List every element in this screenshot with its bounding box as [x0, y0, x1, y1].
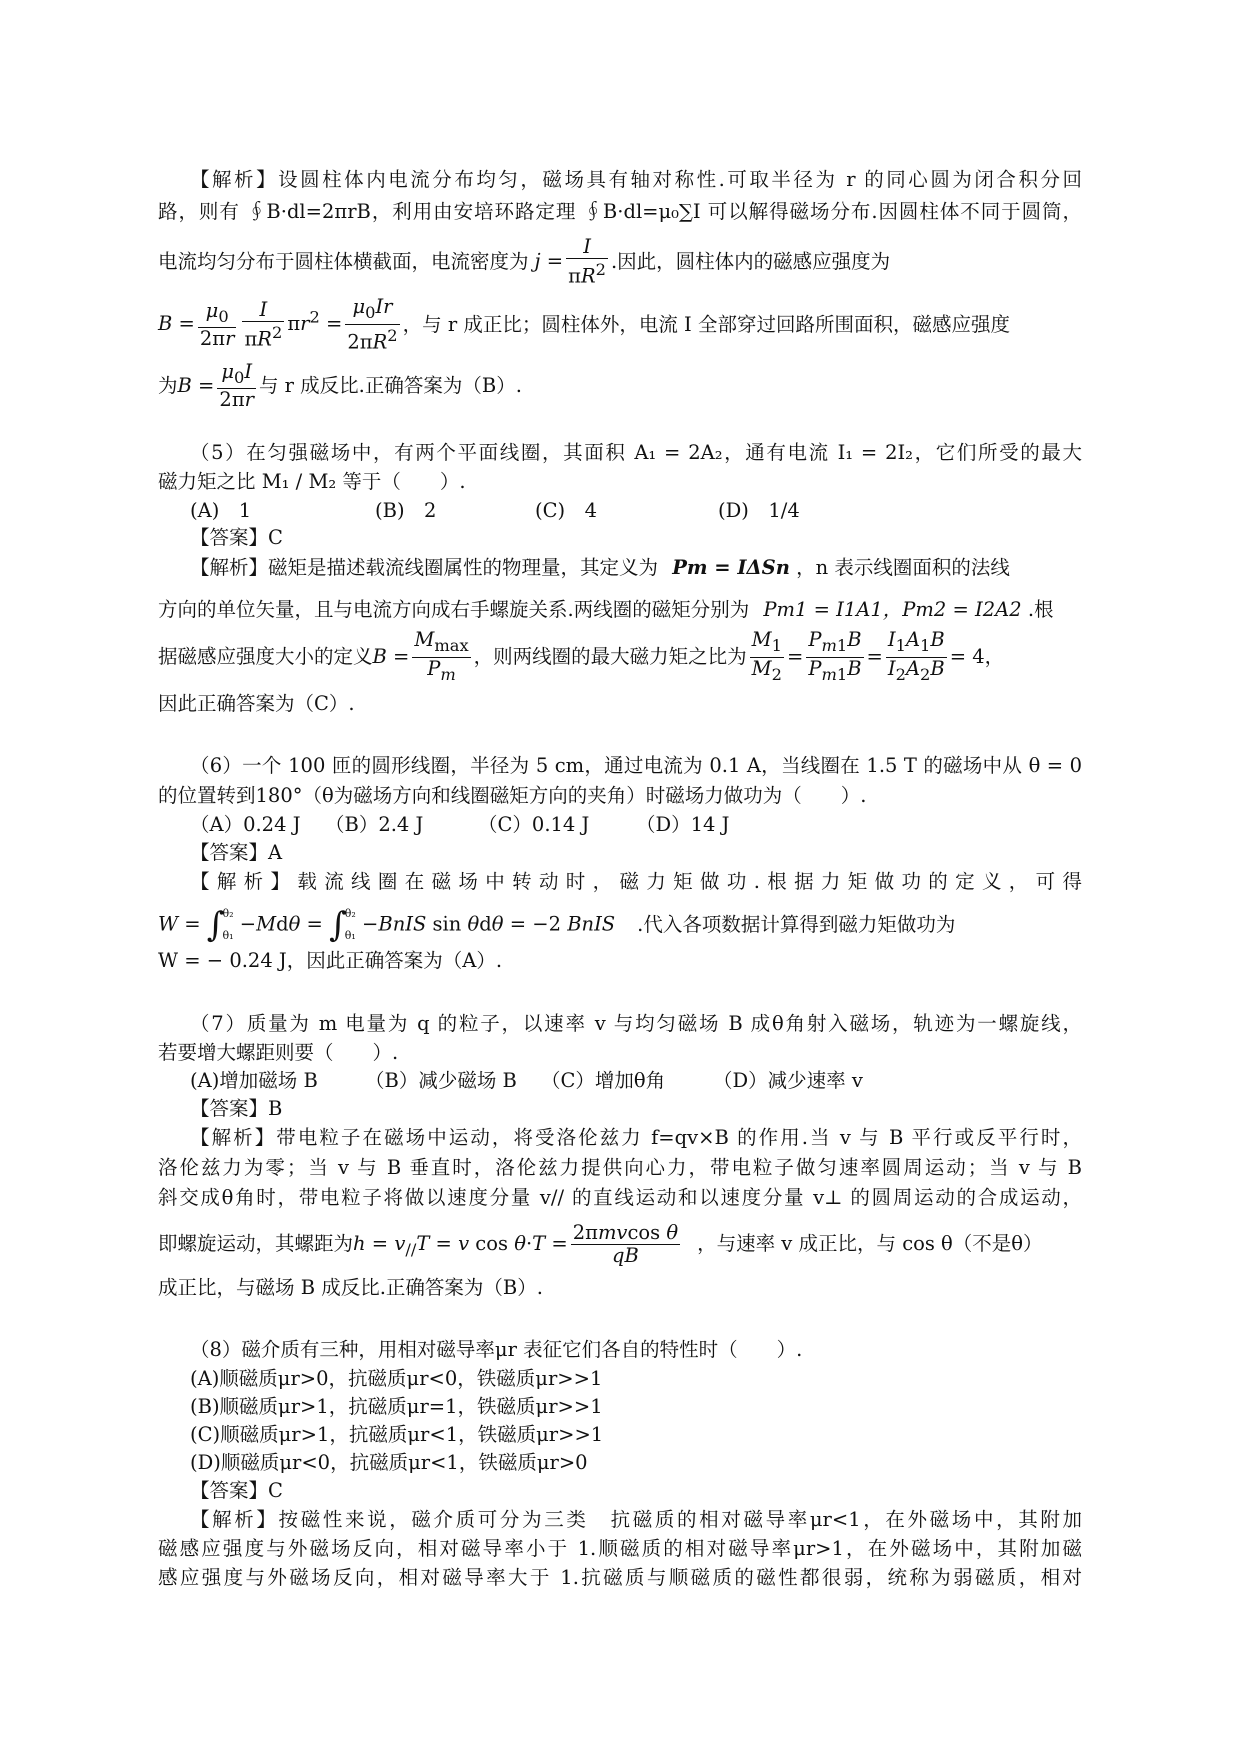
- q4-analysis-line-2: 路，则有 ∮B·dl=2πrB，利用由安培环路定理 ∮B·dl=μ₀∑I 可以解得磁场分布.因圆柱体不同于圆筒，: [158, 200, 1082, 223]
- q7-options: [190, 1069, 863, 1093]
- q5-a2-text-a: 方向的单位矢量，且与电流方向成右手螺旋关系.两线圈的磁矩分别为: [158, 598, 750, 621]
- q5-option-d[interactable]: (D) 1/4: [718, 499, 800, 522]
- q4-line3-text-a: 电流均匀分布于圆柱体横截面，电流密度为: [158, 250, 529, 273]
- q5-options: [190, 499, 800, 523]
- q8-analysis-line-2: 磁感应强度与外磁场反向，相对磁导率小于 1.顺磁质的相对磁导率μr>1，在外磁场中，其附加磁: [158, 1537, 1082, 1560]
- q4-analysis-line-3: [158, 230, 890, 294]
- torque-ratio-formula: $\frac{M_1}{M_2}$ = $\frac{P_{m1}B}{P_{m1}B}$ = $\frac{I_1A_1B}{I_2A_2B}$: [751, 627, 945, 684]
- q6-stem-line-1: （6）一个 100 匝的圆形线圈，半径为 5 cm，通过电流为 0.1 A，当线圈在 1.5 T 的磁场中从 θ = 0: [190, 754, 1082, 777]
- q6-stem-line-2: 的位置转到180°（θ为磁场方向和线圈磁矩方向的夹角）时磁场力做功为（ ）.: [158, 784, 867, 807]
- q7-a4-text-a: 即螺旋运动，其螺距为: [158, 1232, 354, 1255]
- q7-option-d[interactable]: （D）减少速率 v: [713, 1069, 863, 1092]
- helix-pitch-formula: $h = v_{//}T = v$ cos θ·T = $\frac{\text{2πmvcos θ}}{qB}$: [353, 1220, 679, 1267]
- q6-answer: 【答案】A: [190, 841, 283, 864]
- q7-a4-text-b: ，与速率 v 成正比，与 cos θ（不是θ）: [697, 1232, 1043, 1255]
- q7-option-c[interactable]: （C）增加θ角: [541, 1069, 666, 1092]
- q7-option-a[interactable]: (A)增加磁场 B: [190, 1069, 318, 1092]
- q5-option-b[interactable]: (B) 2: [375, 499, 437, 522]
- q7-analysis-line-1: 【解析】带电粒子在磁场中运动，将受洛伦兹力 f=qv×B 的作用.当 v 与 B 平行或反平行时，: [190, 1126, 1082, 1149]
- q5-a3-text-a: 据磁感应强度大小的定义: [158, 645, 373, 668]
- q8-answer: 【答案】C: [190, 1479, 283, 1502]
- q6-analysis-line-3: W = − 0.24 J，因此正确答案为（A）.: [158, 949, 503, 972]
- q6-option-a[interactable]: （A）0.24 J: [190, 813, 301, 836]
- q5-analysis-line-1: [190, 556, 1010, 580]
- two-coil-moments-formula: Pm1 = I1A1，Pm2 = I2A2: [763, 598, 1022, 621]
- q6-options: [190, 813, 729, 837]
- q8-option-b[interactable]: (B)顺磁质μr>1，抗磁质μr=1，铁磁质μr>>1: [190, 1395, 603, 1418]
- field-definition-formula: B = $\frac{M_{max}}{P_m}$: [372, 627, 469, 684]
- q5-a1-text-c: ，n 表示线圈面积的法线: [796, 556, 1010, 579]
- inner-field-formula: B = $\frac{\mu_0}{2\pi r}$ $\frac{I}{\pi R^2}$ $\pi r^2$ = $\frac{\mu_0Ir}{2\pi R^2}$: [158, 295, 398, 354]
- q5-stem-line-1: （5）在匀强磁场中，有两个平面线圈，其面积 A₁ = 2A₂，通有电流 I₁ = 2I₂，它们所受的最大: [190, 441, 1082, 464]
- q5-option-c[interactable]: (C) 4: [535, 499, 598, 522]
- q6-analysis-line-1: 【解析】载流线圈在磁场中转动时，磁力矩做功.根据力矩做功的定义，可得: [190, 870, 1082, 893]
- outer-field-formula: B = $\frac{\mu_0I}{2\pi r}$: [177, 359, 254, 412]
- q6-a2-text: .代入各项数据计算得到磁力矩做功为: [637, 913, 956, 936]
- q8-analysis-line-3: 感应强度与外磁场反向，相对磁导率大于 1.抗磁质与顺磁质的磁性都很弱，统称为弱磁质，相对: [158, 1566, 1082, 1589]
- q5-a1-text-a: 【解析】磁矩是描述载流线圈属性的物理量，其定义为: [190, 556, 659, 579]
- q5-answer: 【答案】C: [190, 526, 283, 549]
- q7-analysis-line-5: 成正比，与磁场 B 成反比.正确答案为（B）.: [158, 1276, 543, 1299]
- q8-option-a[interactable]: (A)顺磁质μr>0，抗磁质μr<0，铁磁质μr>>1: [190, 1367, 603, 1390]
- q7-analysis-line-2: 洛伦兹力为零；当 v 与 B 垂直时，洛伦兹力提供向心力，带电粒子做匀速率圆周运动；当 v 与 B: [158, 1156, 1082, 1179]
- q4-analysis-line-1: 【解析】设圆柱体内电流分布均匀，磁场具有轴对称性.可取半径为 r 的同心圆为闭合积分回: [190, 168, 1082, 191]
- q7-analysis-line-3: 斜交成θ角时，带电粒子将做以速度分量 v// 的直线运动和以速度分量 v⊥ 的圆周运动的合成运动，: [158, 1186, 1082, 1209]
- q8-option-c[interactable]: (C)顺磁质μr>1，抗磁质μr<1，铁磁质μr>>1: [190, 1423, 604, 1446]
- q4-analysis-line-5: [158, 354, 522, 418]
- q7-stem-line-2: 若要增大螺距则要（ ）.: [158, 1041, 399, 1064]
- q4-line4-text: ，与 r 成正比；圆柱体外，电流 I 全部穿过回路所围面积，磁感应强度: [402, 313, 1010, 336]
- q4-line5-text-a: 为: [158, 374, 178, 397]
- q5-analysis-line-4: 因此正确答案为（C）.: [158, 692, 355, 715]
- q6-analysis-line-2: [158, 900, 955, 950]
- q7-analysis-line-4: [158, 1212, 1043, 1276]
- q6-option-b[interactable]: （B）2.4 J: [325, 813, 424, 836]
- q8-stem: （8）磁介质有三种，用相对磁导率μr 表征它们各自的特性时（ ）.: [190, 1338, 803, 1361]
- current-density-formula: j = $\frac{I}{\pi R^2}$: [534, 235, 606, 288]
- q7-stem-line-1: （7）质量为 m 电量为 q 的粒子，以速率 v 与均匀磁场 B 成θ角射入磁场，轨迹为一螺旋线，: [190, 1012, 1082, 1035]
- q5-analysis-line-3: [158, 622, 1004, 692]
- work-integral-formula: W = ∫θ₂ θ₁ −Mdθ = ∫θ₂ θ₁ −BnIS sin θdθ = −2 BnIS: [158, 905, 616, 945]
- q6-option-d[interactable]: （D）14 J: [636, 813, 730, 836]
- q4-analysis-line-4: [158, 292, 1010, 358]
- q6-option-c[interactable]: （C）0.14 J: [478, 813, 590, 836]
- q4-line5-text-b: 与 r 成反比.正确答案为（B）.: [258, 374, 522, 397]
- q5-stem-line-2: 磁力矩之比 M₁ / M₂ 等于（ ）.: [158, 470, 466, 493]
- q5-a2-text-c: .根: [1027, 598, 1054, 621]
- q7-option-b[interactable]: （B）减少磁场 B: [365, 1069, 517, 1092]
- q4-line3-text-b: .因此，圆柱体内的磁感应强度为: [610, 250, 891, 273]
- q8-analysis-line-1: 【解析】按磁性来说，磁介质可分为三类 抗磁质的相对磁导率μr<1，在外磁场中，其附加: [190, 1508, 1082, 1531]
- q7-answer: 【答案】B: [190, 1097, 283, 1120]
- q5-a3-text-c: = 4，: [949, 645, 1005, 668]
- q5-analysis-line-2: [158, 598, 1054, 622]
- q5-a3-text-b: ，则两线圈的最大磁力矩之比为: [473, 645, 747, 668]
- q5-option-a[interactable]: (A) 1: [190, 499, 252, 522]
- q8-option-d[interactable]: (D)顺磁质μr<0，抗磁质μr<1，铁磁质μr>0: [190, 1451, 588, 1474]
- magnetic-moment-formula: Pm = IΔSn: [672, 556, 790, 579]
